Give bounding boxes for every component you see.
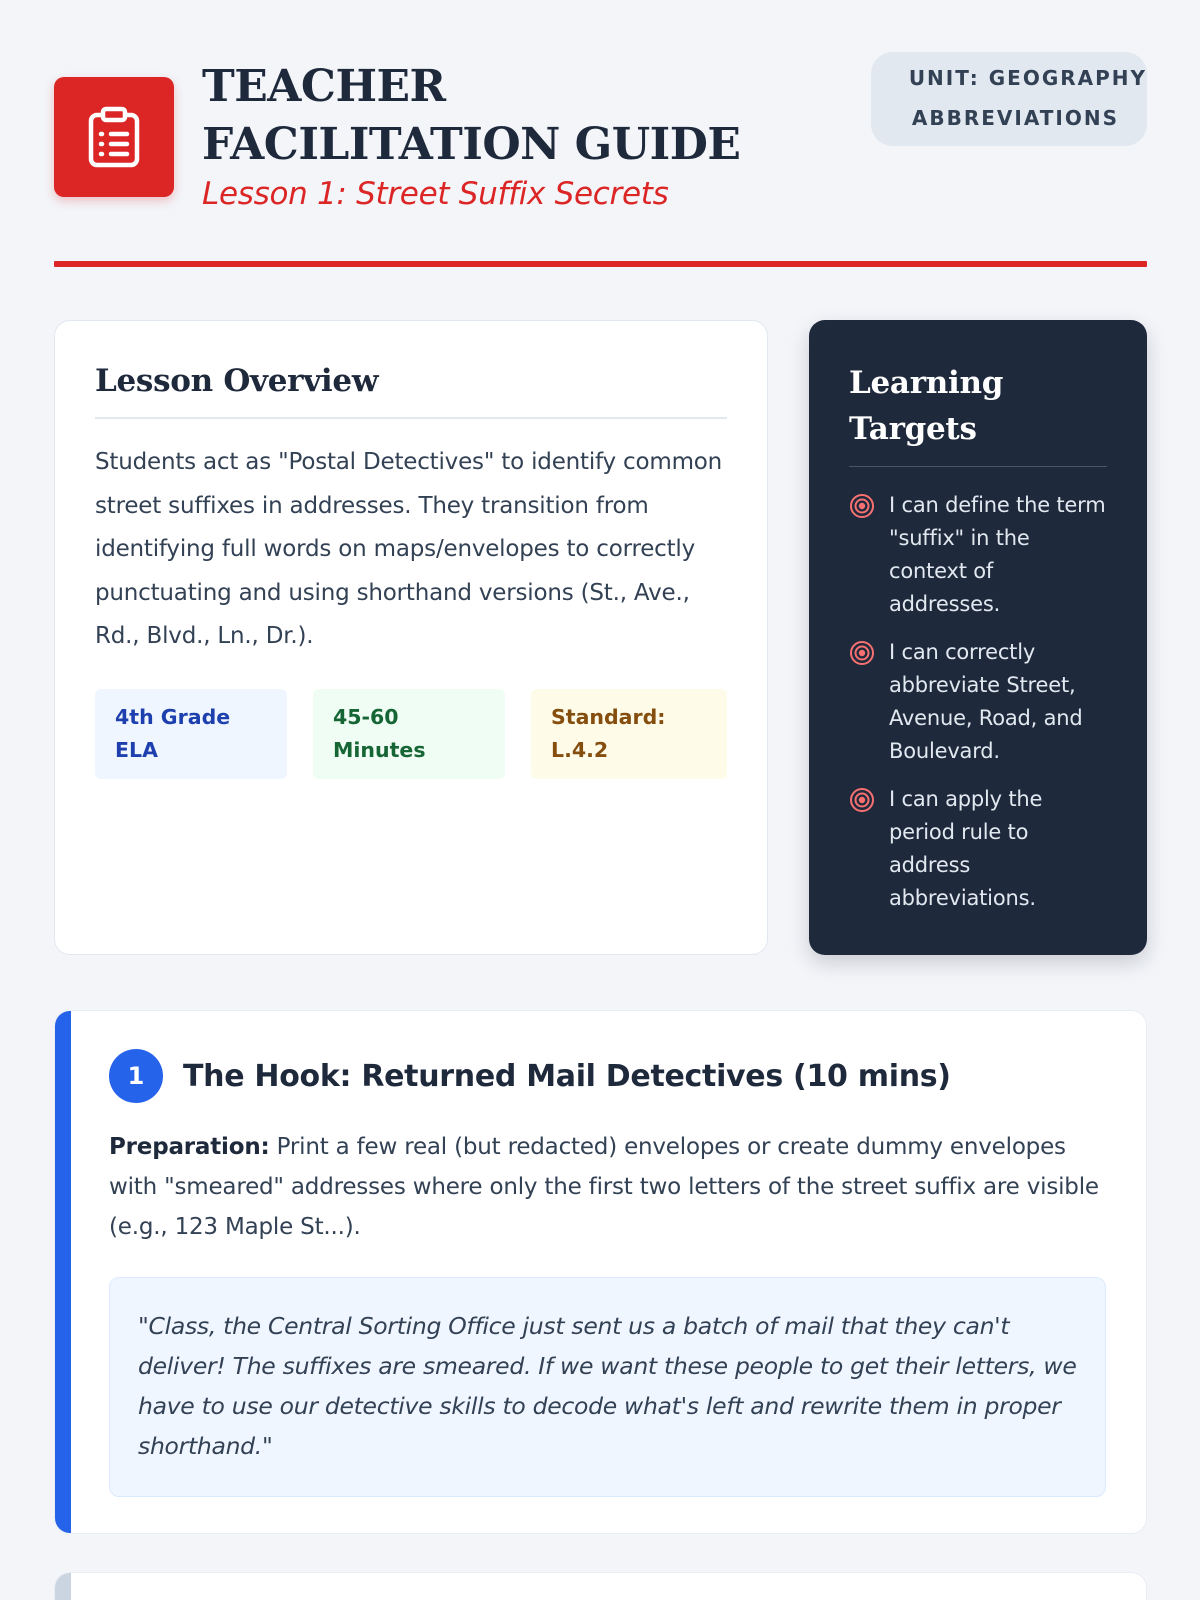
step-1-card (54, 1010, 1147, 1534)
target-icon (849, 493, 875, 523)
teacher-script-quote: "Class, the Central Sorting Office just sent us a batch of mail that they can't deliver! The suffixes are smeared. If we want these people to get their letters, we have to use our detective skills to decode what's left and rewrite them in proper shorthand." (109, 1277, 1106, 1497)
page-title (202, 58, 762, 174)
unit-line-1: UNIT: GEOGRAPHY (908, 66, 1147, 90)
step-1-title: The Hook: Returned Mail Detectives (10 mins) (183, 1058, 951, 1094)
lesson-overview-card (54, 320, 768, 955)
step-1-content (109, 1049, 1106, 1497)
target-icon (849, 787, 875, 817)
grade-tag: 4th Grade ELA (95, 689, 287, 779)
step-accent-bar (55, 1011, 71, 1533)
unit-badge (871, 52, 1147, 146)
learning-targets-card (809, 320, 1147, 955)
step-1-header (109, 1049, 1106, 1103)
target-item (849, 489, 1107, 621)
title-line-1: TEACHER (202, 61, 446, 112)
duration-tag: 45-60 Minutes (313, 689, 505, 779)
target-item (849, 636, 1107, 768)
header-divider (54, 261, 1147, 267)
overview-heading: Lesson Overview (95, 361, 727, 419)
step-2-card (54, 1572, 1147, 1600)
page-header (54, 54, 1147, 214)
target-list (849, 489, 1107, 915)
lesson-subtitle: Lesson 1: Street Suffix Secrets (202, 176, 669, 212)
clipboard-icon (54, 77, 174, 197)
step-number-badge: 1 (109, 1049, 163, 1103)
overview-text: Students act as "Postal Detectives" to identify common street suffixes in addresses. They transition from identifying full words on maps/envelopes to correctly punctuating and using shorthand versions (St., Ave., Rd., Blvd., Ln., Dr.). (95, 449, 723, 649)
target-icon (849, 640, 875, 670)
target-item (849, 783, 1107, 915)
preparation-text: Print a few real (but redacted) envelopes or create dummy envelopes with "smeared" addresses where only the first two letters of the street suffix are visible (e.g., 123 Maple St...). (109, 1134, 1099, 1240)
target-text: I can apply the period rule to address abbreviations. (889, 787, 1043, 910)
step-1-preparation (109, 1127, 1106, 1247)
preparation-label: Preparation: (109, 1134, 270, 1160)
target-text: I can define the term "suffix" in the context of addresses. (889, 493, 1106, 616)
target-text: I can correctly abbreviate Street, Avenue, Road, and Boulevard. (889, 640, 1083, 763)
lesson-tags (95, 689, 727, 779)
standard-tag: Standard: L.4.2 (531, 689, 727, 779)
unit-line-2: ABBREVIATIONS (911, 106, 1119, 130)
step-accent-bar (55, 1573, 71, 1600)
targets-heading: Learning Targets (849, 360, 1107, 467)
title-line-2: FACILITATION GUIDE (202, 119, 741, 170)
